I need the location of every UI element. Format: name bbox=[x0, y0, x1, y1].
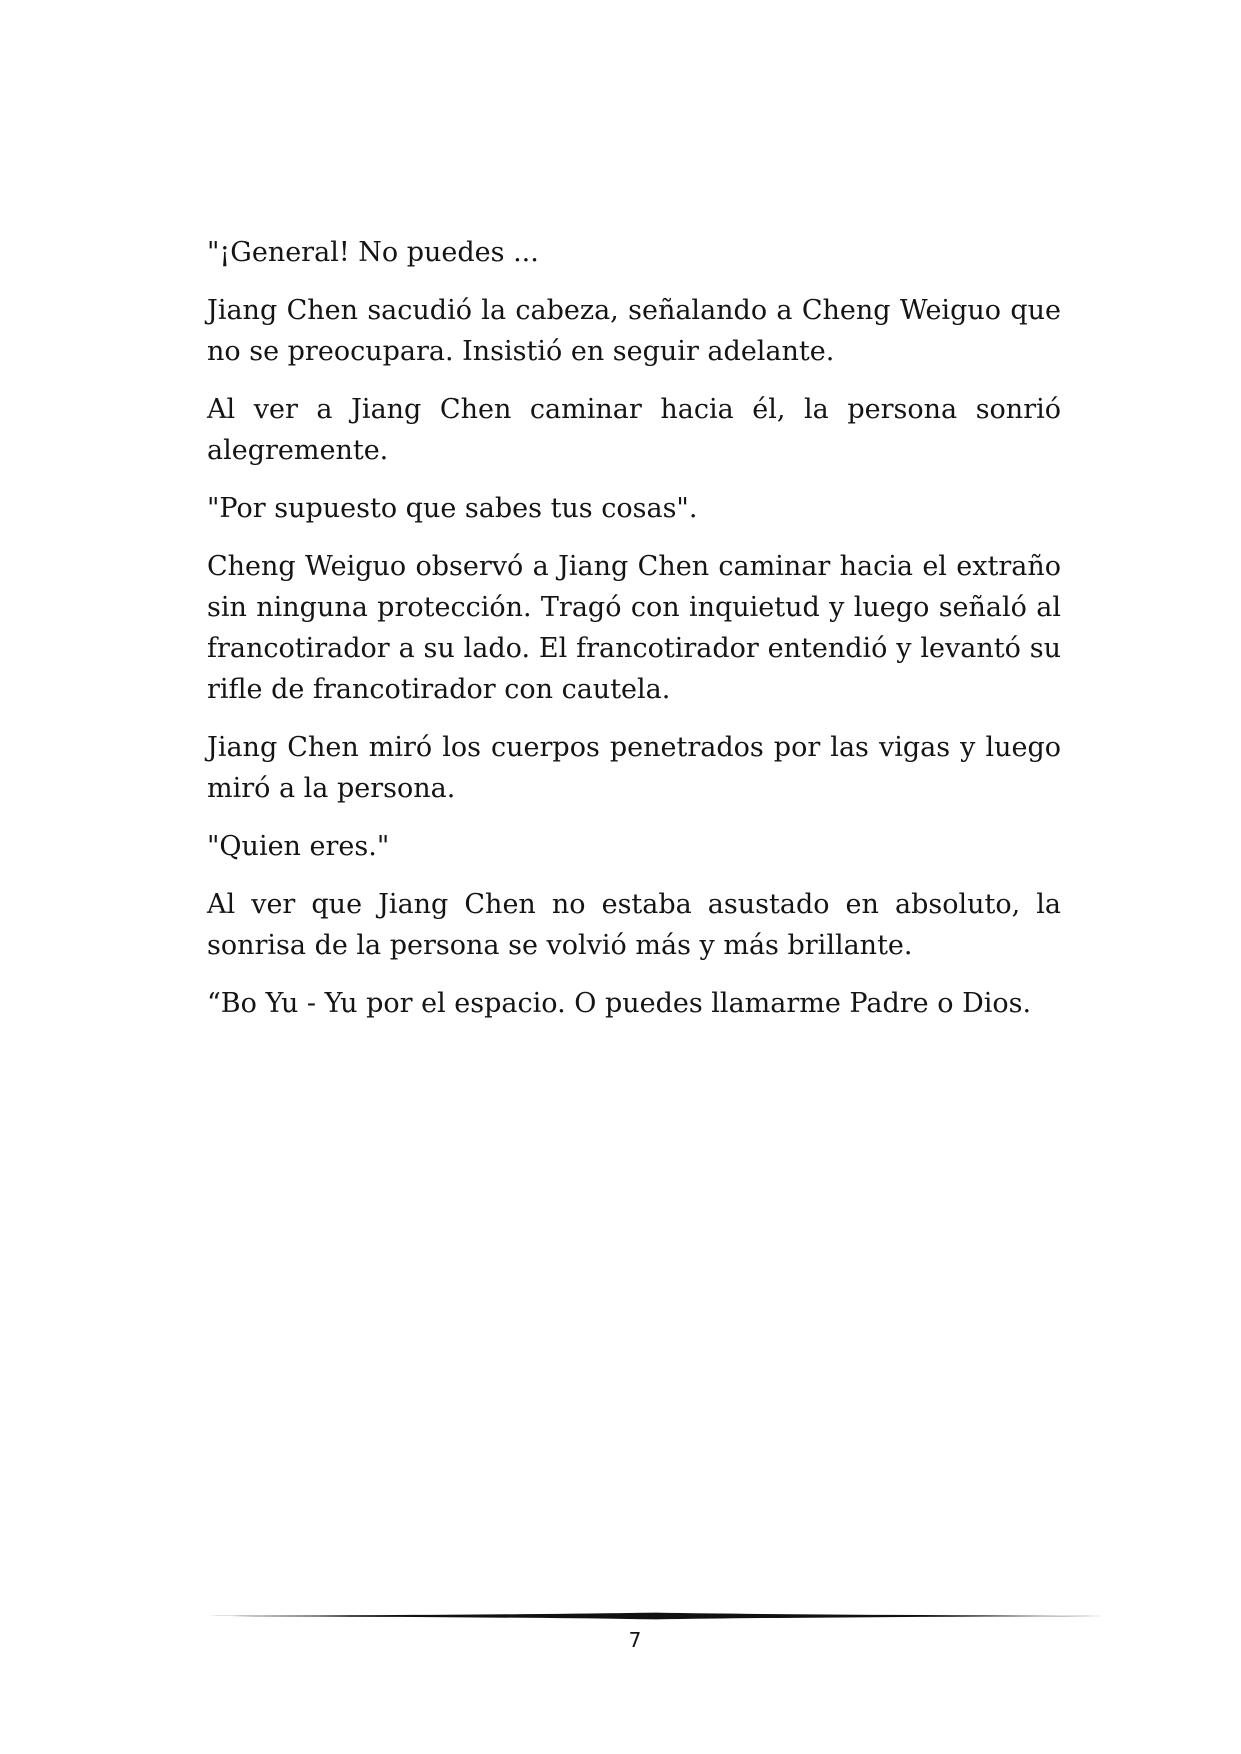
body-text bbox=[207, 232, 1061, 1041]
paragraph: Cheng Weiguo observó a Jiang Chen caminar hacia el extraño sin ninguna protección. Tragó con inquietud y luego señaló al francotirador a su lado. El francotirador entendió y levantó su rifle de francotirador con cautela. bbox=[207, 551, 1061, 705]
page-number: 7 bbox=[628, 1628, 642, 1652]
paragraph: Jiang Chen miró los cuerpos penetrados por las vigas y luego miró a la persona. bbox=[207, 732, 1061, 804]
paragraph: "Quien eres." bbox=[207, 831, 390, 862]
footer-divider bbox=[207, 1610, 1105, 1622]
paragraph: "¡General! No puedes ... bbox=[207, 237, 539, 268]
paragraph: “Bo Yu - Yu por el espacio. O puedes llamarme Padre o Dios. bbox=[207, 988, 1032, 1019]
paragraph: Al ver que Jiang Chen no estaba asustado en absoluto, la sonrisa de la persona se volvió más y más brillante. bbox=[207, 889, 1061, 961]
footer-divider-swash bbox=[207, 1613, 1105, 1620]
paragraph: Al ver a Jiang Chen caminar hacia él, la persona sonrió alegremente. bbox=[207, 394, 1061, 466]
paragraph: Jiang Chen sacudió la cabeza, señalando a Cheng Weiguo que no se preocupara. Insistió en seguir adelante. bbox=[207, 295, 1061, 367]
paragraph: "Por supuesto que sabes tus cosas". bbox=[207, 493, 698, 524]
